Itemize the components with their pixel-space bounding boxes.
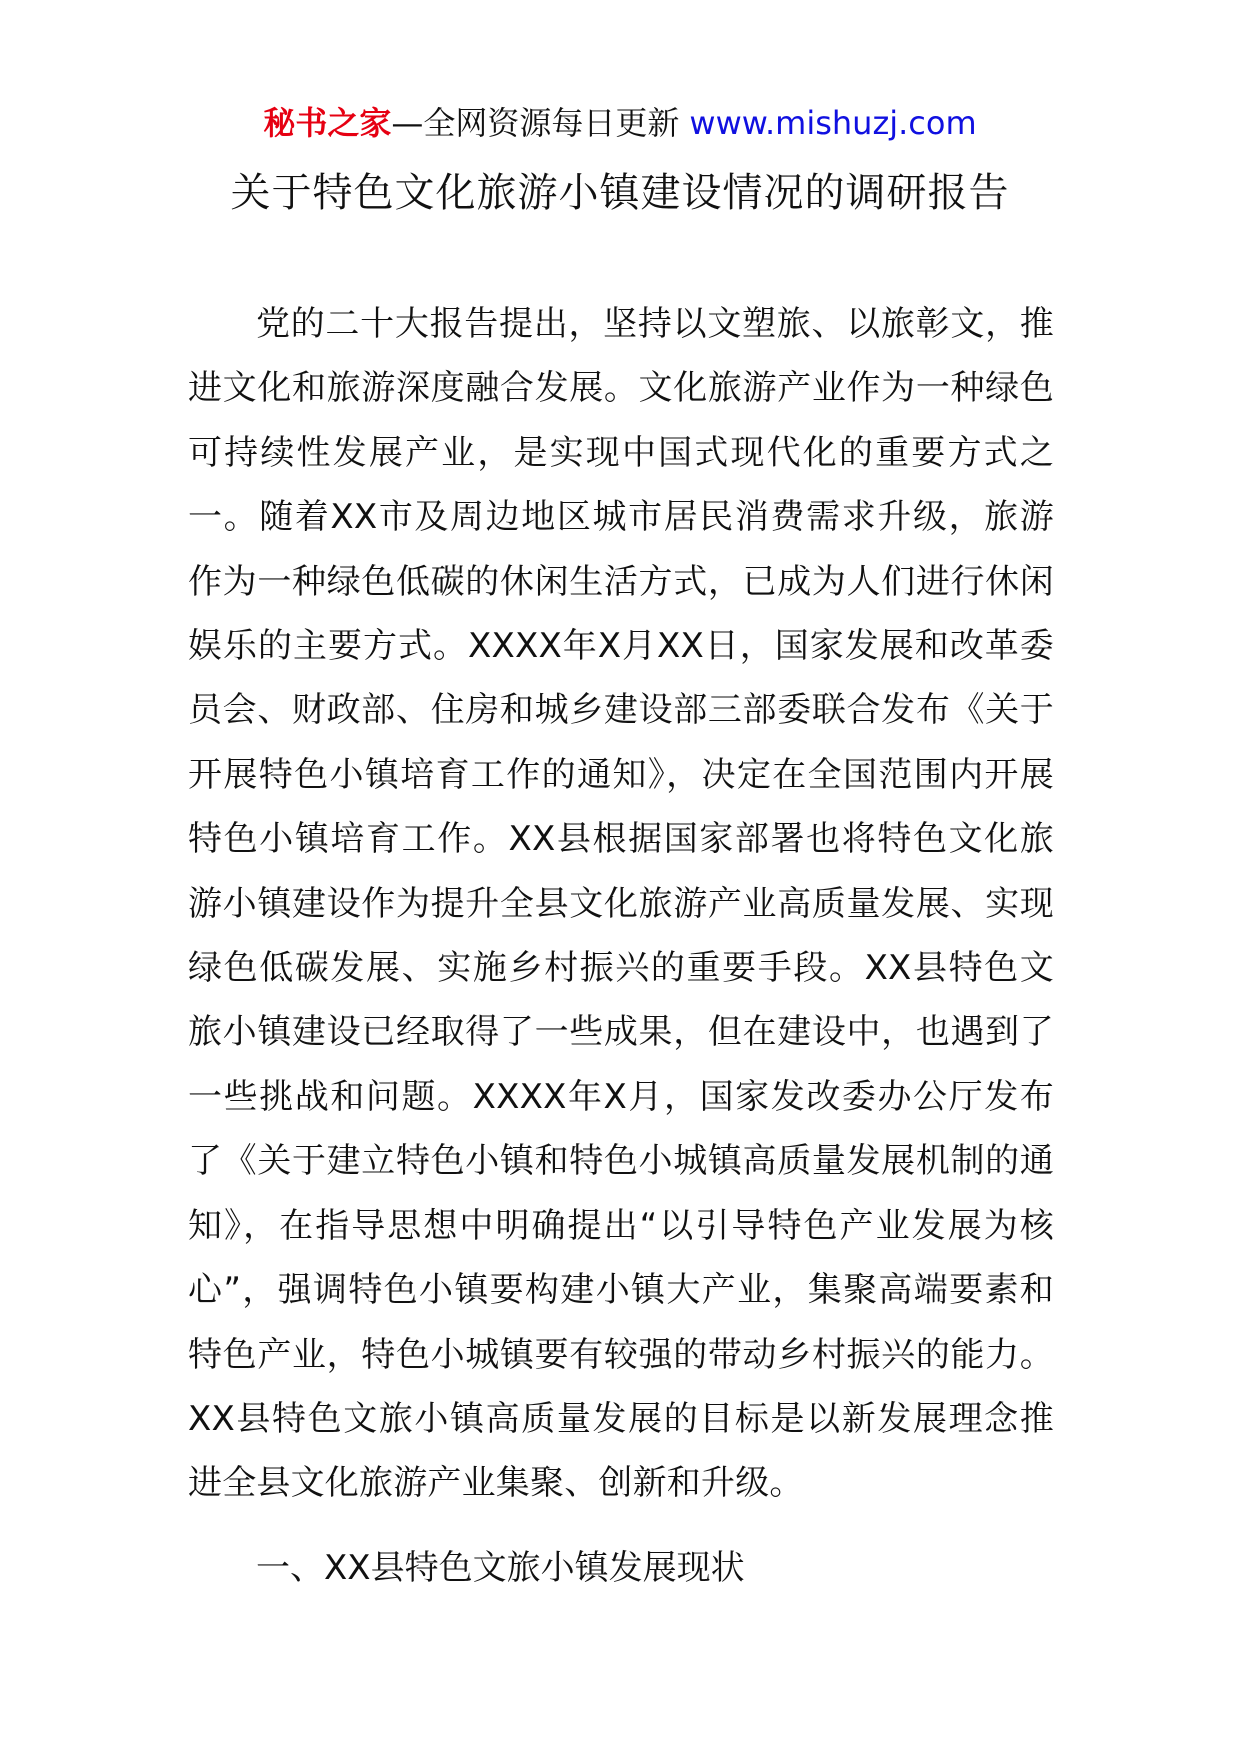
intro-paragraph: 党的二十大报告提出，坚持以文塑旅、以旅彰文，推进文化和旅游深度融合发展。文化旅游产业作为一种绿色可持续性发展产业，是实现中国式现代化的重要方式之一。随着XX市及周边地区城市居民消费需求升级，旅游作为一种绿色低碳的休闲生活方式，已成为人们进行休闲娱乐的主要方式。XXXX年X月XX日，国家发展和改革委员会、财政部、住房和城乡建设部三部委联合发布《关于开展特色小镇培育工作的通知》，决定在全国范围内开展特色小镇培育工作。XX县根据国家部署也将特色文化旅游小镇建设作为提升全县文化旅游产业高质量发展、实现绿色低碳发展、实施乡村振兴的重要手段。XX县特色文旅小镇建设已经取得了一些成果，但在建设中，也遇到了一些挑战和问题。XXXX年X月，国家发改委办公厅发布了《关于建立特色小镇和特色小城镇高质量发展机制的通知》，在指导思想中明确提出“以引导特色产业发展为核心”，强调特色小镇要构建小镇大产业，集聚高端要素和特色产业，特色小城镇要有较强的带动乡村振兴的能力。XX县特色文旅小镇高质量发展的目标是以新发展理念推进全县文化旅游产业集聚、创新和升级。 xyxy=(188,304,1054,1504)
website-link[interactable]: www.mishuzj.com xyxy=(689,104,977,142)
site-header xyxy=(0,100,1240,146)
header-tagline: —全网资源每日更新 xyxy=(391,104,680,142)
document-title: 关于特色文化旅游小镇建设情况的调研报告 xyxy=(230,170,1010,216)
section-heading: 一、XX县特色文旅小镇发展现状 xyxy=(256,1548,745,1588)
brand-name: 秘书之家 xyxy=(263,104,392,142)
